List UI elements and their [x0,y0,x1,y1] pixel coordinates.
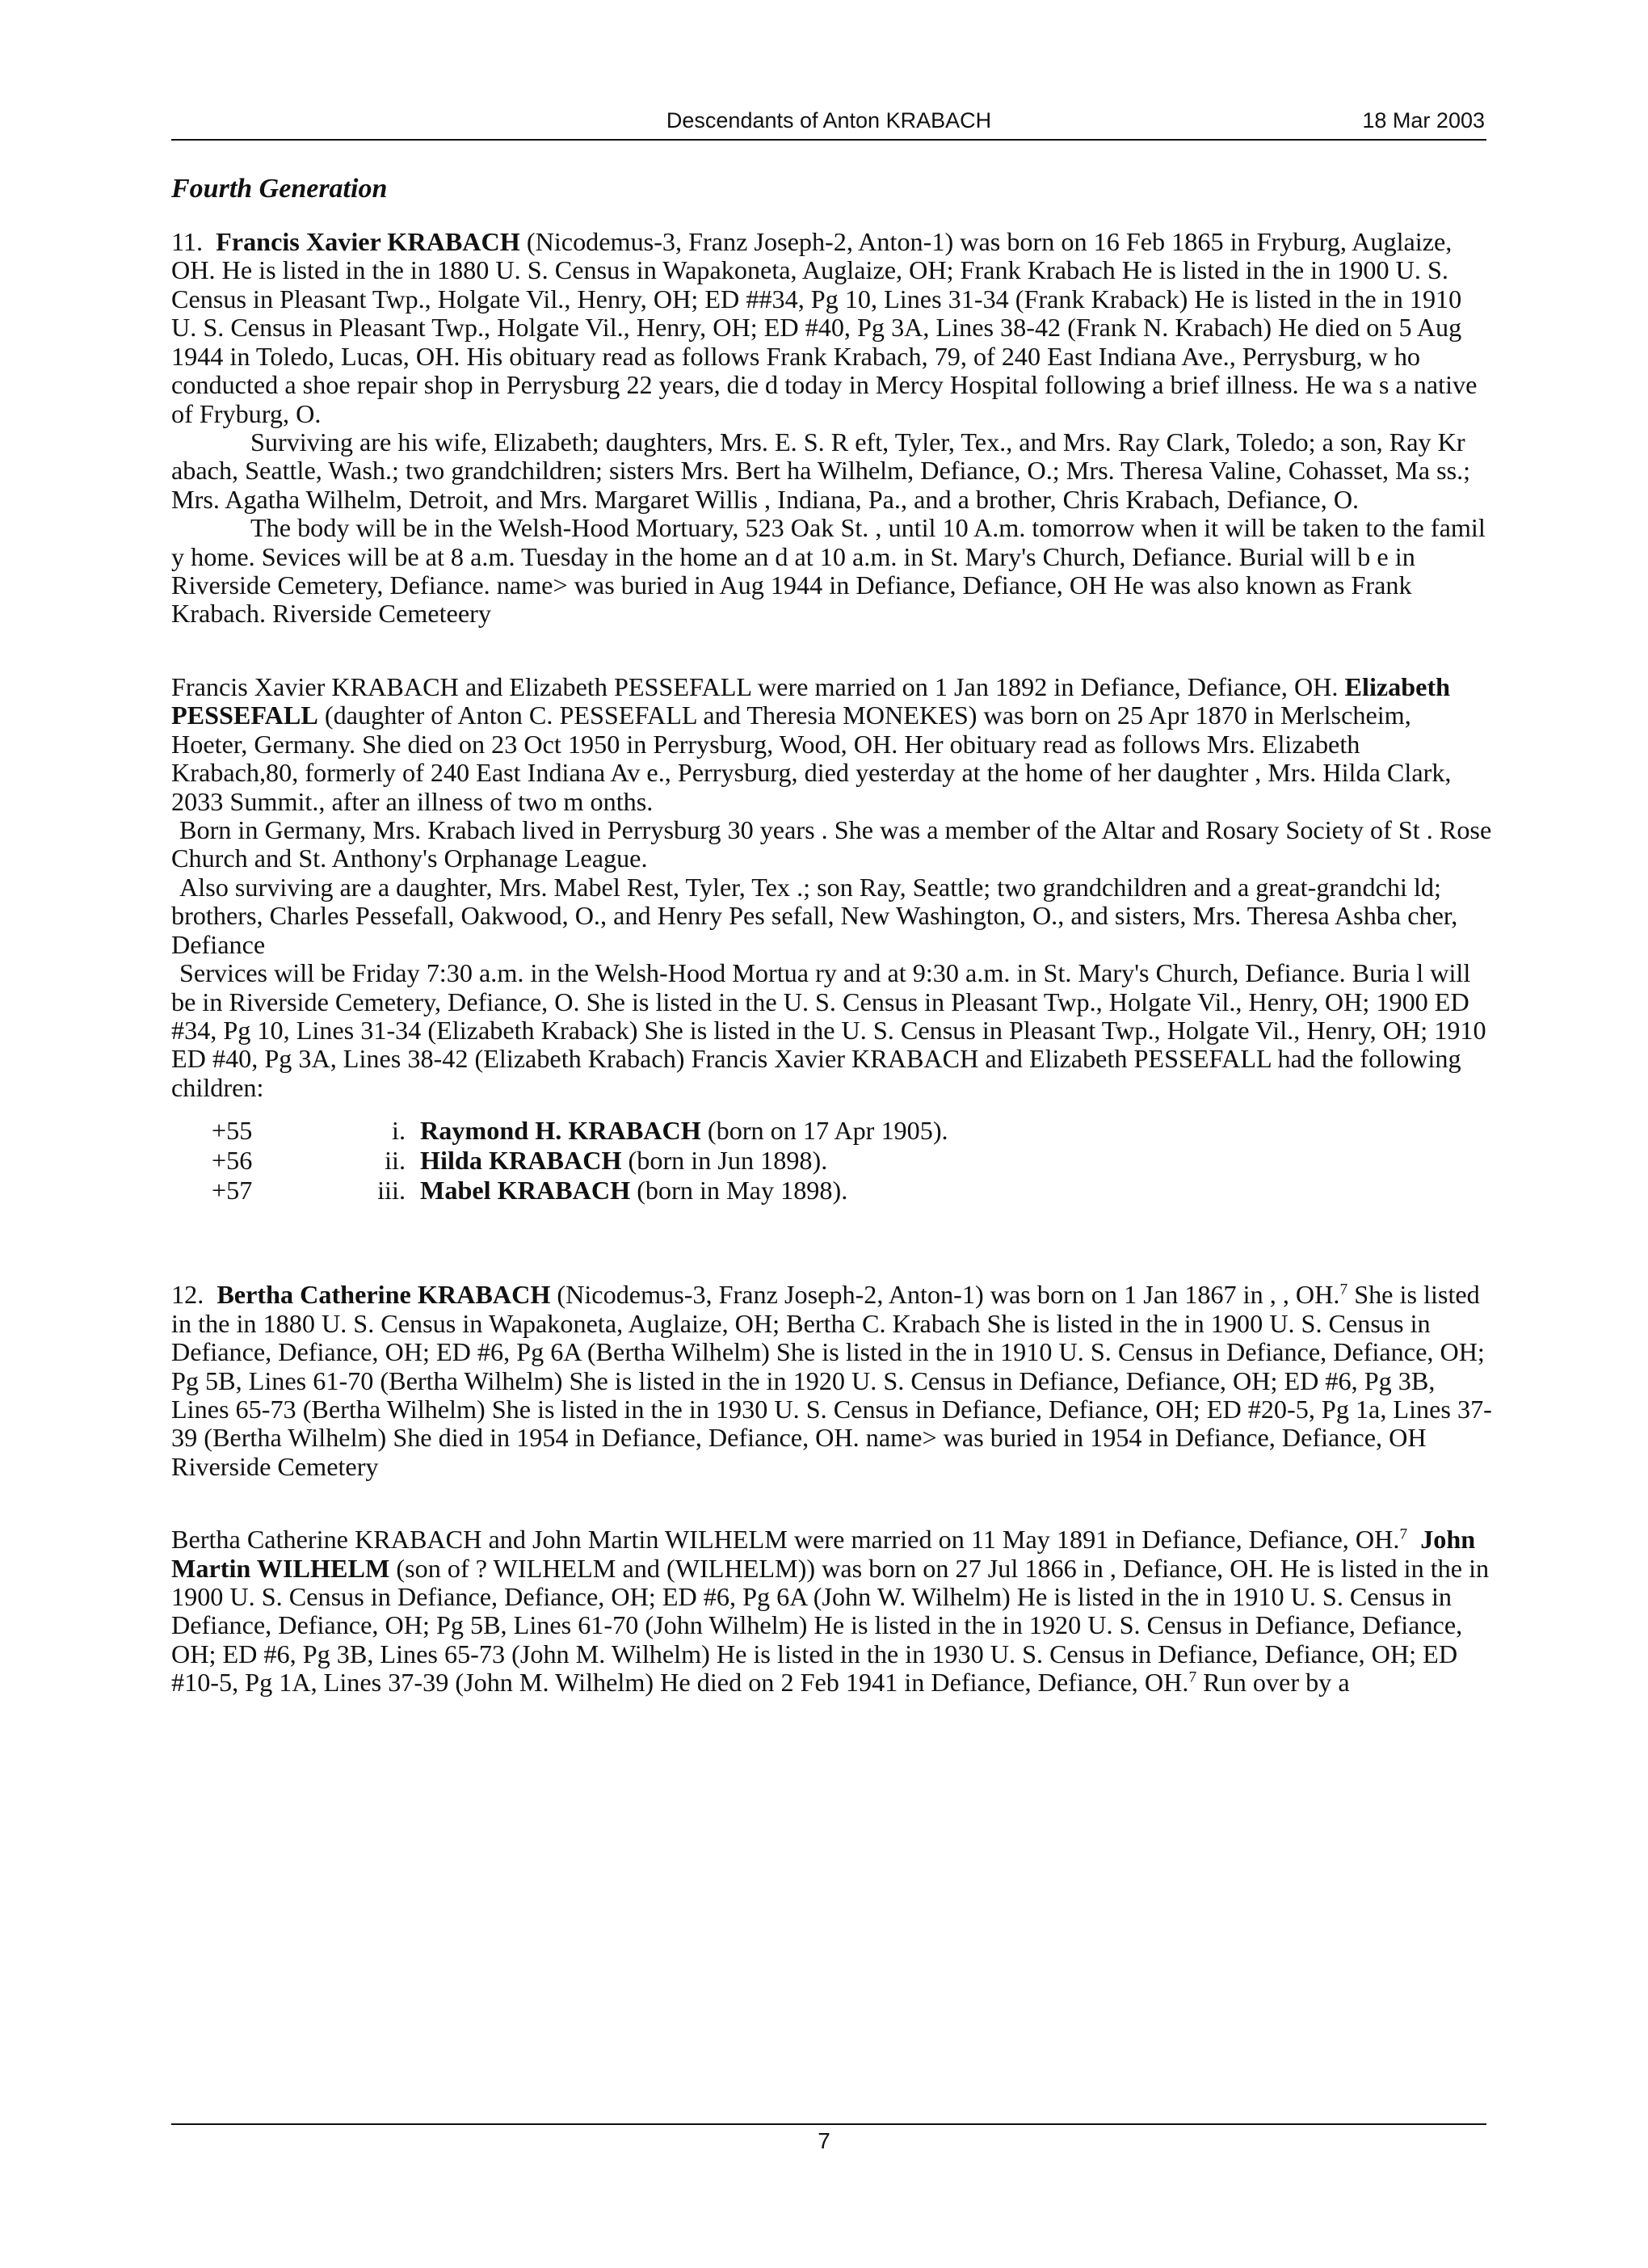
obituary-paragraph: Also surviving are a daughter, Mrs. Mabel Rest, Tyler, Tex .; son Ray, Seattle; two grandchildren and a great-grandchi ld; brothers, Charles Pessefall, Oakwood, O., and Henry Pes sefall, New Washington, O., and sisters, Mrs. Theresa Ashba cher, Defiance [171,872,1458,959]
section-title: Fourth Generation [171,174,388,204]
obituary-paragraph: The body will be in the Welsh-Hood Mortuary, 523 Oak St. , until 10 A.m. tomorrow when it will be taken to the famil y home. Sevices will be at 8 a.m. Tuesday in the home an d at 10 a.m. in St. Mary's Church, Defiance. Burial will b e in Riverside Cemetery, Defiance. name> was buried in Aug 1944 in Defiance, Defiance, OH He was also known as Frank Krabach. Riverside Cemeteery [171,513,1486,629]
spouse-name: Elizabeth PESSEFALL [171,671,1451,730]
footnote-ref: 7 [1188,1668,1197,1686]
marriage-paragraph [171,673,1492,816]
person-name: Francis Xavier KRABACH [216,227,520,256]
footnote-ref: 7 [1399,1525,1408,1543]
obituary-paragraph: Born in Germany, Mrs. Krabach lived in Perrysburg 30 years . She was a member of the Altar and Rosary Society of St . Rose Church and St. Anthony's Orphanage League. [171,815,1492,873]
header-title: Descendants of Anton KRABACH [666,108,992,133]
child-detail: (born in May 1898). [630,1176,848,1206]
child-name: Raymond H. KRABACH [420,1116,701,1146]
child-number: +55 [212,1116,253,1146]
person-name: Bertha Catherine KRABACH [217,1280,551,1310]
entry-number: 11. [171,227,204,256]
header-date: 18 Mar 2003 [1362,108,1485,133]
child-row [171,1147,1492,1176]
marriage-paragraph [171,1525,1492,1698]
spouse-name: John Martin WILHELM [171,1525,1476,1583]
document-body [171,228,1492,1698]
entry-12-paragraph [171,1281,1492,1481]
child-number: +57 [212,1176,253,1206]
spouse-text: (son of ? WILHELM and (WILHELM)) was born on 27 Jul 1866 in , Defiance, OH. He is listed in the in 1900 U. S. Census in Defiance, Defiance, OH; ED #6, Pg 6A (John W. Wilhelm) He is listed in the in 1910 U. S. Census in Defiance, Defiance, OH; Pg 5B, Lines 61-70 (John Wilhelm) He is listed in the in 1920 U. S. Census in Defiance, Defiance, OH; ED #6, Pg 3B, Lines 65-73 (John M. Wilhelm) He is listed in the in 1930 U. S. Census in Defiance, Defiance, OH; ED #10-5, Pg 1A, Lines 37-39 (John M. Wilhelm) He died on 2 Feb 1941 in Defiance, Defiance, OH. [171,1553,1490,1698]
marriage-text: Francis Xavier KRABACH and Elizabeth PESSEFALL were married on 1 Jan 1892 in Defiance, Defiance, OH. [171,671,1345,701]
child-detail: (born on 17 Apr 1905). [700,1116,948,1146]
spouse-text: (daughter of Anton C. PESSEFALL and Theresia MONEKES) was born on 25 Apr 1870 in Merlscheim, Hoeter, Germany. She died on 23 Oct 1950 in Perrysburg, Wood, OH. Her obituary read as follows Mrs. Elizabeth Krabach,80, formerly of 240 East Indiana Av e., Perrysburg, died yesterday at the home of her daughter , Mrs. Hilda Clark, 2033 Summit., after an illness of two m onths. [171,701,1452,816]
obituary-paragraph: Services will be Friday 7:30 a.m. in the Welsh-Hood Mortua ry and at 9:30 a.m. in St. Mary's Church, Defiance. Buria l will be in Riverside Cemetery, Defiance, O. She is listed in the U. S. Census in Pleasant Twp., Holgate Vil., Henry, OH; 1900 ED #34, Pg 10, Lines 31-34 (Elizabeth Kraback) She is listed in the U. S. Census in Pleasant Twp., Holgate Vil., Henry, OH; 1910 ED #40, Pg 3A, Lines 38-42 (Elizabeth Krabach) Francis Xavier KRABACH and Elizabeth PESSEFALL had the following children: [171,958,1486,1102]
child-entry [420,1147,827,1175]
continued-text: Run over by a [1196,1668,1350,1698]
footer-rule [171,2123,1486,2125]
child-row [171,1176,1492,1206]
child-name: Mabel KRABACH [420,1176,631,1206]
entry-11-paragraph [171,228,1492,428]
child-roman: iii. [377,1176,406,1206]
child-number: +56 [212,1146,253,1176]
entry-text: She is listed in the in 1880 U. S. Census in Wapakoneta, Auglaize, OH; Bertha C. Krabach She is listed in the in 1900 U. S. Census in Defiance, Defiance, OH; ED #6, Pg 6A (Bertha Wilhelm) She is listed in the in 1910 U. S. Census in Defiance, Defiance, OH; Pg 5B, Lines 61-70 (Bertha Wilhelm) She is listed in the in 1920 U. S. Census in Defiance, Defiance, OH; ED #6, Pg 3B, Lines 65-73 (Bertha Wilhelm) She is listed in the in 1930 U. S. Census in Defiance, Defiance, OH; ED #20-5, Pg 1a, Lines 37-39 (Bertha Wilhelm) She died in 1954 in Defiance, Defiance, OH. name> was buried in 1954 in Defiance, Defiance, OH Riverside Cemetery [171,1280,1492,1481]
obituary-paragraph: Surviving are his wife, Elizabeth; daughters, Mrs. E. S. R eft, Tyler, Tex., and Mrs. Ray Clark, Toledo; a son, Ray Kr abach, Seattle, Wash.; two grandchildren; sisters Mrs. Bert ha Wilhelm, Defiance, O.; Mrs. Theresa Valine, Cohasset, Ma ss.; Mrs. Agatha Wilhelm, Detroit, and Mrs. Margaret Willis , Indiana, Pa., and a brother, Chris Krabach, Defiance, O. [171,427,1471,514]
page-number: 7 [818,2128,830,2153]
entry-text: (Nicodemus-3, Franz Joseph-2, Anton-1) was born on 16 Feb 1865 in Fryburg, Auglaize, OH. He is listed in the in 1880 U. S. Census in Wapakoneta, Auglaize, OH; Frank Krabach He is listed in the in 1900 U. S. Census in Pleasant Twp., Holgate Vil., Henry, OH; ED ##34, Pg 10, Lines 31-34 (Frank Kraback) He is listed in the in 1910 U. S. Census in Pleasant Twp., Holgate Vil., Henry, OH; ED #40, Pg 3A, Lines 38-42 (Frank N. Krabach) He died on 5 Aug 1944 in Toledo, Lucas, OH. His obituary read as follows Frank Krabach, 79, of 240 East Indiana Ave., Perrysburg, w ho conducted a shoe repair shop in Perrysburg 22 years, die d today in Mercy Hospital following a brief illness. He wa s a native of Fryburg, O. [171,227,1478,428]
child-detail: (born in Jun 1898). [621,1146,828,1176]
children-list [171,1117,1492,1206]
child-roman: ii. [385,1146,406,1176]
child-roman: i. [392,1116,406,1146]
entry-number: 12. [171,1280,204,1310]
child-name: Hilda KRABACH [420,1146,622,1176]
footnote-ref: 7 [1339,1281,1348,1298]
child-entry [420,1117,948,1145]
child-entry [420,1176,847,1205]
page-header [171,103,1486,141]
marriage-text: Bertha Catherine KRABACH and John Martin WILHELM were married on 11 May 1891 in Defiance, Defiance, OH. [171,1525,1400,1555]
entry-text: (Nicodemus-3, Franz Joseph-2, Anton-1) was born on 1 Jan 1867 in , , OH. [550,1280,1340,1310]
child-row [171,1117,1492,1147]
